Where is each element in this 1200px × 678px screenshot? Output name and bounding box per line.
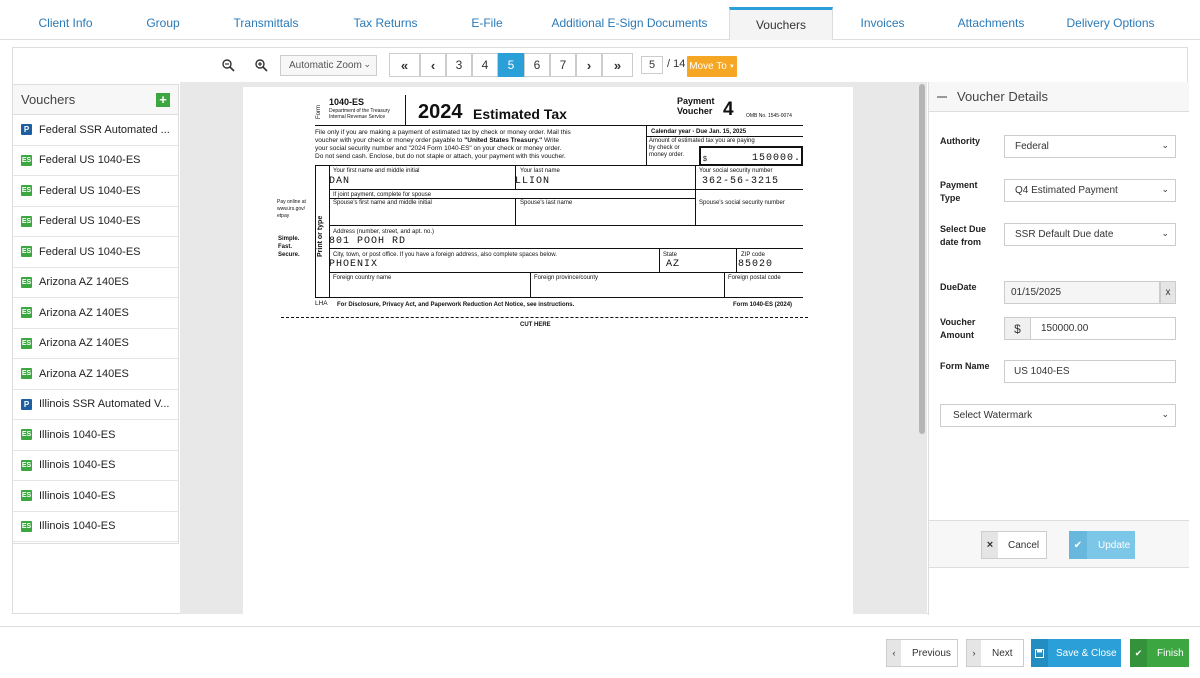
- voucher-list-item-label: Federal US 1040-ES: [39, 154, 141, 167]
- first-name-label: Your first name and middle initial: [333, 168, 420, 174]
- tab-delivery-options[interactable]: Delivery Options: [1066, 16, 1155, 30]
- ssr-voucher-icon: P: [21, 124, 32, 135]
- zip-label: ZIP code: [741, 252, 765, 258]
- previous-button[interactable]: [886, 639, 958, 667]
- dept-text: Department of the Treasury: [329, 108, 390, 114]
- form-year: 2024: [418, 101, 463, 123]
- move-to-label: Move To: [689, 61, 727, 72]
- es-voucher-icon: ES: [21, 217, 32, 225]
- vouchers-panel-title: Vouchers: [21, 92, 76, 107]
- tab-client-info[interactable]: Client Info: [38, 16, 93, 30]
- rule: [329, 272, 803, 273]
- omb-number: OMB No. 1545-0074: [746, 113, 792, 119]
- update-label: Update: [1098, 539, 1131, 551]
- amount-label-3: money order.: [649, 152, 685, 158]
- chevron-right-icon: ›: [586, 57, 592, 73]
- tab-group[interactable]: Group: [146, 16, 180, 30]
- es-voucher-icon: ES: [21, 431, 32, 439]
- chevron-down-icon: ⌄: [1161, 228, 1169, 238]
- rule: [315, 125, 803, 126]
- voucher-list: [13, 115, 178, 542]
- joint-label: If joint payment, complete for spouse: [333, 192, 432, 198]
- voucher-list-item-label: Federal US 1040-ES: [39, 215, 141, 228]
- rule: [724, 272, 725, 297]
- secure-text: Secure.: [278, 252, 300, 258]
- footer-form-text: Form 1040-ES (2024): [733, 302, 793, 308]
- zoom-select-value: Automatic Zoom: [289, 60, 362, 71]
- authority-select[interactable]: [1004, 135, 1176, 158]
- lha-text: LHA: [315, 300, 328, 307]
- tab-attachments[interactable]: Attachments: [957, 16, 1025, 30]
- authority-label: Authority: [940, 136, 980, 146]
- irs-text: Internal Revenue Service: [329, 114, 386, 120]
- es-voucher-icon: ES: [21, 309, 32, 317]
- voucher-list-item-label: Illinois 1040-ES: [39, 489, 116, 502]
- pay-online-2: www.irs.gov/: [277, 206, 306, 212]
- clear-date-button[interactable]: [1160, 281, 1176, 304]
- payment-type-label: Payment Type: [940, 180, 978, 203]
- last-page-button[interactable]: [602, 53, 633, 77]
- save-icon: [1031, 639, 1048, 667]
- rule: [515, 198, 516, 225]
- rule: [646, 125, 647, 165]
- document-viewer: [180, 82, 917, 614]
- page-total: / 14: [667, 58, 686, 70]
- state-value: AZ: [666, 259, 681, 270]
- previous-label: Previous: [912, 647, 951, 659]
- voucher-list-item[interactable]: [13, 298, 178, 329]
- city-value: PHOENIX: [329, 259, 379, 270]
- rule: [315, 165, 316, 297]
- voucher-list-item-label: Illinois 1040-ES: [39, 459, 116, 472]
- zoom-in-icon: [255, 59, 268, 72]
- chevron-left-icon: ‹: [887, 640, 901, 666]
- form-name-label: Form Name: [940, 361, 990, 371]
- state-label: State: [663, 252, 678, 258]
- simple-text: Simple.: [278, 236, 300, 242]
- move-to-button[interactable]: [687, 56, 737, 77]
- page-4-button[interactable]: 4: [472, 53, 498, 77]
- voucher-list-item-label: Federal US 1040-ES: [39, 184, 141, 197]
- spouse-last-label: Spouse's last name: [520, 200, 573, 206]
- instructions-2b: "United States Treasury.": [464, 137, 543, 144]
- check-icon: ✔: [1069, 531, 1087, 559]
- ssn-label: Your social security number: [699, 168, 773, 174]
- cut-line: [281, 317, 808, 318]
- chevron-down-icon: ⌄: [1161, 140, 1169, 150]
- voucher-list-item[interactable]: [13, 237, 178, 268]
- voucher-list-item-label: Illinois 1040-ES: [39, 428, 116, 441]
- calendar-year: Calendar year - Due Jan. 15, 2025: [651, 129, 747, 135]
- prev-page-button[interactable]: [420, 53, 446, 77]
- instructions-2a: voucher with your check or money order payable to: [315, 137, 465, 144]
- vouchers-panel-header: [13, 85, 178, 115]
- save-close-button[interactable]: [1031, 639, 1121, 667]
- rule: [315, 297, 803, 298]
- scrollbar-thumb[interactable]: [919, 84, 925, 434]
- es-voucher-icon: ES: [21, 248, 32, 256]
- page-6-button[interactable]: 6: [524, 53, 550, 77]
- watermark-select[interactable]: [940, 404, 1176, 427]
- cut-here-text: CUT HERE: [520, 322, 551, 328]
- page-7-button[interactable]: 7: [550, 53, 576, 77]
- voucher-list-item-label: Federal SSR Automated ...: [39, 123, 170, 136]
- voucher-number: 4: [723, 99, 734, 120]
- address-label: Address (number, street, and apt. no.): [333, 229, 435, 235]
- disclosure-text: For Disclosure, Privacy Act, and Paperwork Reduction Act Notice, see instructions.: [337, 302, 575, 308]
- es-voucher-icon: ES: [21, 461, 32, 469]
- voucher-list-item[interactable]: [13, 176, 178, 207]
- rule: [329, 248, 803, 249]
- rule: [329, 189, 803, 190]
- finish-button[interactable]: [1130, 639, 1189, 667]
- es-voucher-icon: ES: [21, 278, 32, 286]
- double-chevron-left-icon: «: [400, 57, 409, 73]
- finish-label: Finish: [1157, 647, 1184, 659]
- watermark-value: Select Watermark: [953, 410, 1033, 421]
- instructions-line-1: File only if you are making a payment of estimated tax by check or money order. Mail this: [315, 129, 571, 136]
- next-label: Next: [992, 647, 1013, 659]
- instructions-line-3: your social security number and "2024 Form 1040-ES" on your check or money order.: [315, 145, 562, 152]
- due-date-label: DueDate: [940, 282, 977, 292]
- close-icon: x: [1165, 287, 1171, 298]
- rule: [646, 136, 803, 137]
- chevron-down-icon: ⌄: [1161, 409, 1169, 419]
- voucher-page: [243, 87, 853, 614]
- tab-vouchers[interactable]: Vouchers: [729, 7, 833, 40]
- es-voucher-icon: ES: [21, 339, 32, 347]
- payment-word: Payment: [677, 96, 715, 106]
- voucher-list-item[interactable]: [13, 451, 178, 482]
- rule: [329, 225, 803, 226]
- es-voucher-icon: ES: [21, 522, 32, 530]
- page-3-button[interactable]: 3: [446, 53, 472, 77]
- province-label: Foreign province/county: [534, 275, 599, 281]
- voucher-list-item[interactable]: [13, 420, 178, 451]
- next-page-button[interactable]: [576, 53, 602, 77]
- close-icon: ×: [982, 532, 998, 558]
- voucher-list-item[interactable]: [13, 268, 178, 299]
- spouse-first-label: Spouse's first name and middle initial: [333, 200, 432, 206]
- voucher-list-item[interactable]: [13, 115, 178, 146]
- es-voucher-icon: ES: [21, 156, 32, 164]
- pay-online-1: Pay online at: [277, 199, 306, 205]
- last-name-label: Your last name: [520, 168, 560, 174]
- chevron-right-icon: ›: [967, 640, 981, 666]
- payment-type-select[interactable]: [1004, 179, 1176, 202]
- voucher-word: Voucher: [677, 106, 713, 116]
- voucher-list-item[interactable]: [13, 207, 178, 238]
- spouse-ssn-label: Spouse's social security number: [699, 200, 785, 206]
- amount-label-2: by check or: [649, 145, 680, 151]
- zoom-in-button[interactable]: [251, 54, 271, 76]
- save-close-label: Save & Close: [1056, 647, 1117, 659]
- voucher-amount-input[interactable]: 150000.00: [1030, 317, 1176, 340]
- due-date-from-select[interactable]: [1004, 223, 1176, 246]
- add-voucher-button[interactable]: [156, 93, 170, 107]
- due-date-input[interactable]: 01/15/2025: [1004, 281, 1160, 304]
- tab-transmittals[interactable]: Transmittals: [233, 16, 299, 30]
- rule: [736, 248, 737, 272]
- voucher-list-item-label: Arizona AZ 140ES: [39, 306, 129, 319]
- form-number: 1040-ES: [329, 97, 365, 107]
- voucher-list-item-label: Arizona AZ 140ES: [39, 337, 129, 350]
- header-divider: [405, 95, 406, 125]
- zoom-select[interactable]: [280, 55, 377, 76]
- amount-label-1: Amount of estimated tax you are paying: [649, 138, 755, 144]
- page-number-input[interactable]: 5: [641, 56, 663, 74]
- amount-value: 150000.: [752, 153, 802, 164]
- voucher-details-header: [929, 82, 1189, 112]
- ssn-value: 362-56-3215: [702, 176, 780, 187]
- collapse-icon[interactable]: [937, 96, 947, 98]
- instructions-line-4: Do not send cash. Enclose, but do not staple or attach, your payment with this voucher.: [315, 153, 566, 160]
- pay-online-3: etpay: [277, 213, 290, 219]
- next-button[interactable]: [966, 639, 1024, 667]
- tab-tax-returns[interactable]: Tax Returns: [353, 16, 418, 30]
- due-date-from-value: SSR Default Due date: [1015, 229, 1114, 240]
- voucher-list-item-label: Illinois SSR Automated V...: [39, 398, 170, 411]
- voucher-list-item[interactable]: [13, 481, 178, 512]
- voucher-list-item-label: Arizona AZ 140ES: [39, 276, 129, 289]
- vouchers-panel: [13, 84, 179, 544]
- form-title: Estimated Tax: [473, 106, 567, 122]
- voucher-list-item-label: Federal US 1040-ES: [39, 245, 141, 258]
- first-page-button[interactable]: [389, 53, 420, 77]
- chevron-left-icon: ‹: [430, 57, 436, 73]
- instructions-2c: Write: [542, 137, 560, 144]
- voucher-list-item-label: Illinois 1040-ES: [39, 520, 116, 533]
- viewer-scrollbar[interactable]: [917, 82, 927, 614]
- address-value: 801 POOH RD: [329, 236, 407, 247]
- es-voucher-icon: ES: [21, 492, 32, 500]
- city-label: City, town, or post office. If you have a foreign address, also complete spaces below.: [333, 252, 557, 258]
- tab-additional-esign[interactable]: Additional E-Sign Documents: [551, 16, 708, 30]
- tab-invoices[interactable]: Invoices: [860, 16, 905, 30]
- authority-value: Federal: [1015, 141, 1049, 152]
- voucher-list-item[interactable]: [13, 390, 178, 421]
- country-label: Foreign country name: [333, 275, 392, 281]
- rule: [315, 165, 803, 166]
- plus-icon: +: [159, 91, 167, 107]
- rule: [530, 272, 531, 297]
- fast-text: Fast.: [278, 244, 293, 250]
- due-date-from-label: Select Due date from: [940, 224, 987, 247]
- tab-e-file[interactable]: E-File: [471, 16, 503, 30]
- voucher-workspace: [12, 47, 1188, 614]
- payment-type-value: Q4 Estimated Payment: [1015, 185, 1118, 196]
- print-or-type: Print or type: [317, 215, 324, 257]
- es-voucher-icon: ES: [21, 370, 32, 378]
- instructions-line-2: [315, 137, 645, 145]
- voucher-list-item[interactable]: [13, 329, 178, 360]
- postal-label: Foreign postal code: [728, 275, 781, 281]
- caret-down-icon: ▼: [728, 63, 735, 70]
- form-word: Form: [316, 105, 322, 119]
- voucher-list-item-label: Arizona AZ 140ES: [39, 367, 129, 380]
- details-button-bar: [929, 520, 1189, 568]
- ssr-voucher-icon: P: [21, 399, 32, 410]
- form-name-input[interactable]: US 1040-ES: [1004, 360, 1176, 383]
- first-name-value: DAN: [329, 176, 351, 187]
- update-button[interactable]: [1069, 531, 1135, 559]
- currency-addon: $: [1004, 317, 1031, 340]
- es-voucher-icon: ES: [21, 187, 32, 195]
- cancel-button[interactable]: [981, 531, 1047, 559]
- last-name-value: LLION: [515, 176, 551, 187]
- chevron-down-icon: ⌄: [363, 59, 371, 69]
- chevron-down-icon: ⌄: [1161, 184, 1169, 194]
- viewer-toolbar: [13, 48, 1187, 82]
- zip-value: 85020: [738, 259, 774, 270]
- rule: [659, 248, 660, 272]
- voucher-amount-label: Voucher Amount: [940, 317, 976, 340]
- voucher-details-title: Voucher Details: [957, 89, 1049, 104]
- dollar-sign: $: [703, 156, 707, 163]
- voucher-list-item[interactable]: [13, 146, 178, 177]
- tab-bar: [0, 0, 1200, 40]
- wizard-footer: [0, 626, 1200, 678]
- check-icon: ✔: [1130, 639, 1147, 667]
- voucher-list-item[interactable]: [13, 512, 178, 543]
- cancel-label: Cancel: [1008, 539, 1040, 551]
- rule: [695, 165, 696, 225]
- zoom-out-button[interactable]: [218, 54, 238, 76]
- voucher-list-item[interactable]: [13, 359, 178, 390]
- voucher-details-panel: [928, 82, 1189, 615]
- double-chevron-right-icon: »: [613, 57, 622, 73]
- zoom-out-icon: [222, 59, 235, 72]
- page-5-button[interactable]: 5: [498, 53, 524, 77]
